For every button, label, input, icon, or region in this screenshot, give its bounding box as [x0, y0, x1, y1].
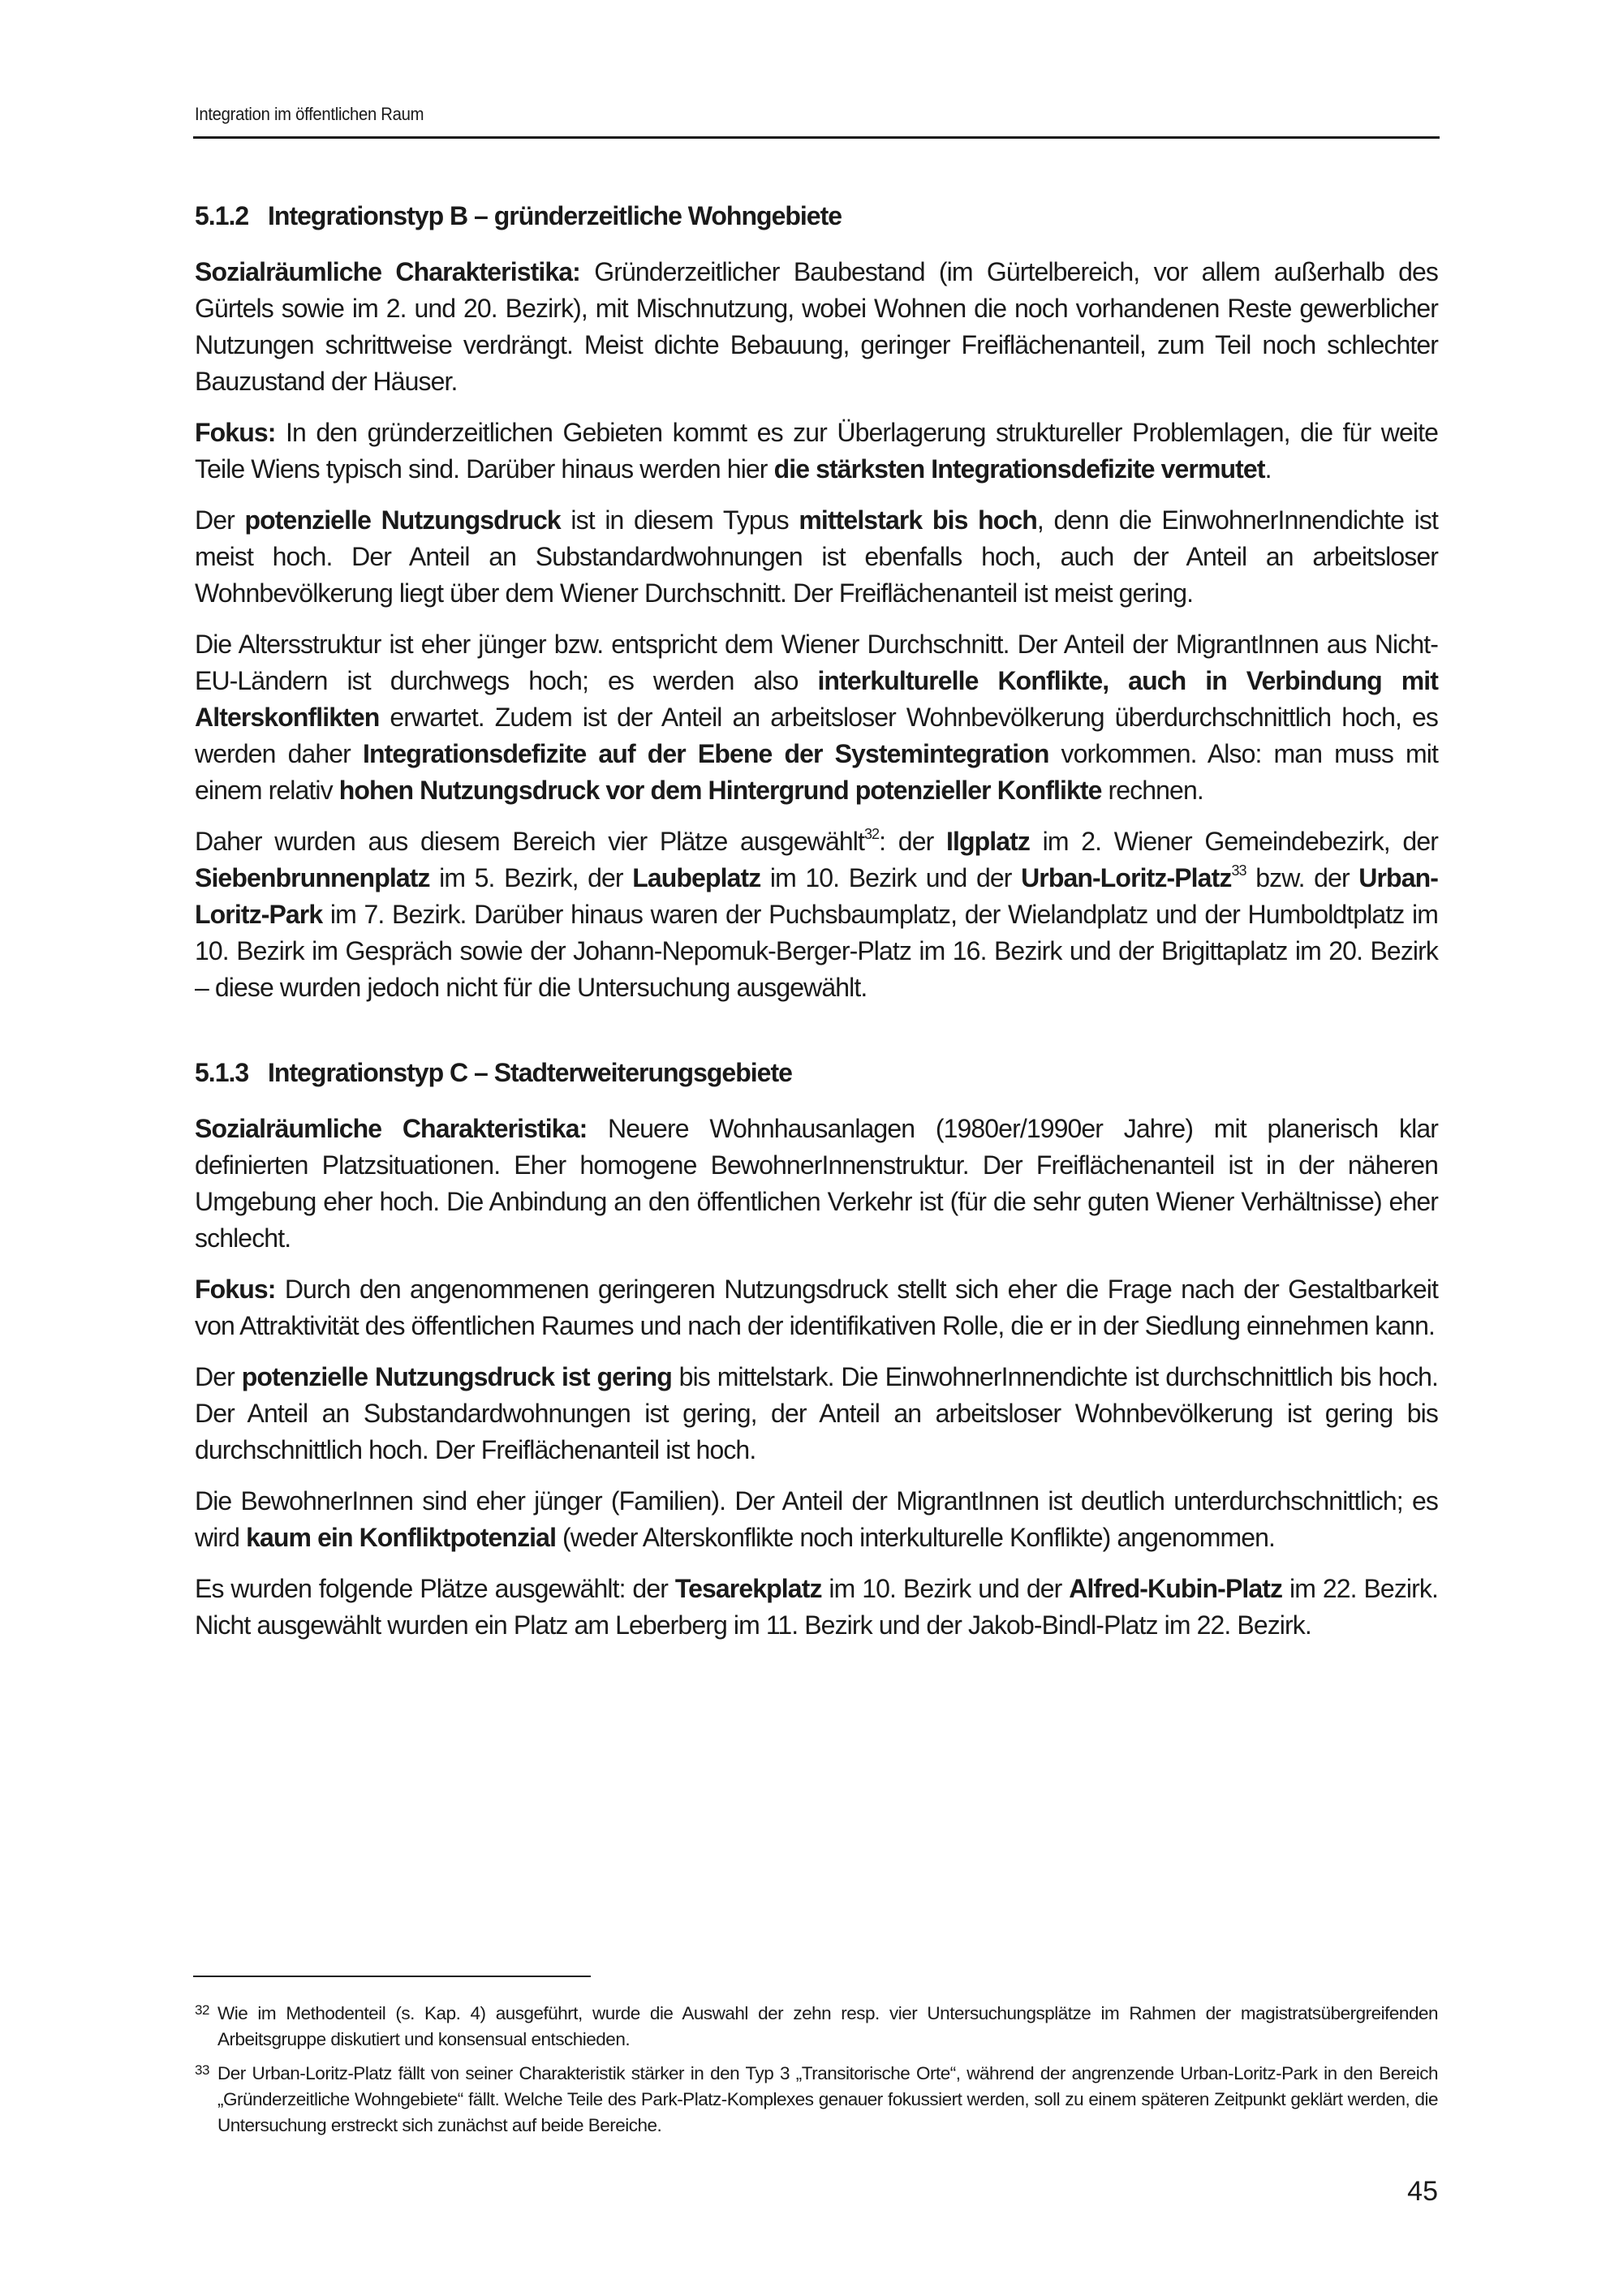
paragraph-c-usage-pressure: [195, 1359, 1438, 1468]
label: Fokus:: [195, 418, 276, 447]
text: , denn die EinwohnerInnendichte ist meist hoch. Der Anteil an Substandardwohnungen ist ebenfalls hoch, auch der Anteil an arbeitsloser Wohnbevölkerung liegt über dem Wiener Durchschnitt. Der Freiflächenanteil ist meist gering.: [195, 505, 1438, 608]
emphasis: potenzielle Nutzungsdruck: [244, 505, 561, 535]
text: im 10. Bezirk und der: [760, 863, 1022, 892]
text: Durch den angenommenen geringeren Nutzungsdruck stellt sich eher die Frage nach der Gestaltbarkeit von Attraktivität des öffentlichen Raumes und nach der identifikativen Rolle, die er in der Siedlung einnehmen kann.: [195, 1275, 1438, 1340]
text: im 5. Bezirk, der: [429, 863, 633, 892]
text: im 10. Bezirk und der: [821, 1574, 1070, 1603]
paragraph-c-characteristics: [195, 1111, 1438, 1257]
footnote-32: [195, 2001, 1438, 2053]
footnote-number: 32: [195, 2002, 209, 2018]
text: Neuere Wohnhausanlagen (1980er/1990er Jahre) mit planerisch klar definierten Platzsituationen. Eher homogene BewohnerInnenstruktur. Der Freiflächenanteil ist in der näheren Umgebung eher hoch. Die Anbindung an den öffentlichen Verkehr ist (für die sehr guten Wiener Verhältnisse) eher schlecht.: [195, 1114, 1438, 1253]
emphasis: hohen Nutzungsdruck vor dem Hintergrund potenzieller Konflikte: [338, 776, 1102, 805]
text: im 7. Bezirk. Darüber hinaus waren der Puchsbaumplatz, der Wielandplatz und der Humboldtplatz im 10. Bezirk im Gespräch sowie der Johann-Nepomuk-Berger-Platz im 16. Bezirk und der Brigittaplatz im 20. Bezirk – diese wurden jedoch nicht für die Untersuchung ausgewählt.: [195, 900, 1438, 1002]
text: erwartet. Zudem ist der Anteil an arbeitsloser Wohnbevölkerung überdurchschnittlich hoch, es werden daher: [195, 703, 1438, 768]
paragraph-b-selected-places: [195, 823, 1438, 1006]
text: Gründerzeitlicher Baubestand (im Gürtelbereich, vor allem außerhalb des Gürtels sowie im 2. und 20. Bezirk), mit Mischnutzung, wobei Wohnen die noch vorhandenen Reste gewerblicher Nutzungen schrittweise verdrängt. Meist dichte Bebauung, geringer Freiflächenanteil, zum Teil noch schlechter Bauzustand der Häuser.: [195, 257, 1439, 396]
footnote-text: Der Urban-Loritz-Platz fällt von seiner Charakteristik stärker in den Typ 3 „Transitorische Orte“, während der angrenzende Urban-Loritz-Park in den Bereich „Gründerzeitliche Wohngebiete“ fällt. Welche Teile des Park-Platz-Komplexes genauer fokussiert werden, soll zu einem späteren Zeitpunkt geklärt werden, die Untersuchung erstreckt sich zunächst auf beide Bereiche.: [217, 2063, 1438, 2135]
text: Es wurden folgende Plätze ausgewählt: der: [195, 1574, 675, 1603]
place-name: Urban-Loritz-Park: [195, 863, 1438, 929]
text: .: [1264, 454, 1272, 484]
text: ist in diesem Typus: [560, 505, 799, 535]
text: Daher wurden aus diesem Bereich vier Plätze ausgewählt: [195, 827, 864, 856]
text: Die Altersstruktur ist eher jünger bzw. entspricht dem Wiener Durchschnitt. Der Anteil der MigrantInnen aus Nicht-EU-Ländern ist durchwegs hoch; es werden also: [195, 630, 1438, 695]
text: rechnen.: [1101, 776, 1203, 805]
footnote-33: [195, 2061, 1438, 2139]
text: (weder Alterskonflikte noch interkulturelle Konflikte) angenommen.: [556, 1523, 1276, 1552]
paragraph-b-characteristics: [195, 254, 1438, 400]
footnote-ref-32[interactable]: 32: [863, 826, 880, 843]
section-number: 5.1.3: [195, 1058, 249, 1087]
label: Sozialräumliche Charakteristika:: [195, 1114, 588, 1143]
text: In den gründerzeitlichen Gebieten kommt es zur Überlagerung struktureller Problemlagen, die für weite Teile Wiens typisch sind. Darüber hinaus werden hier: [195, 418, 1438, 484]
page-number: 45: [1407, 2176, 1438, 2207]
label: Fokus:: [195, 1275, 276, 1304]
text: vorkommen. Also: man muss mit einem relativ: [195, 739, 1438, 805]
emphasis: potenzielle Nutzungsdruck ist gering: [241, 1362, 672, 1391]
place-name: Alfred-Kubin-Platz: [1069, 1574, 1283, 1603]
paragraph-c-focus: [195, 1271, 1438, 1344]
section-title: Integrationstyp C – Stadterweiterungsgebiete: [268, 1058, 792, 1087]
footnote-number: 33: [195, 2062, 209, 2078]
place-name: Ilgplatz: [946, 827, 1031, 856]
section-number: 5.1.2: [195, 201, 249, 230]
text: im 2. Wiener Gemeindebezirk, der: [1030, 827, 1438, 856]
main-content: [195, 183, 1438, 1658]
section-title: Integrationstyp B – gründerzeitliche Wohngebiete: [268, 201, 842, 230]
text: Der: [195, 505, 245, 535]
text: Die BewohnerInnen sind eher jünger (Familien). Der Anteil der MigrantInnen ist deutlich unterdurchschnittlich; es wird: [195, 1486, 1438, 1552]
running-header: Integration im öffentlichen Raum: [195, 104, 424, 124]
paragraph-b-focus: [195, 415, 1438, 488]
place-name: Urban-Loritz-Platz: [1021, 863, 1232, 892]
emphasis: kaum ein Konfliktpotenzial: [246, 1523, 557, 1552]
text: bis mittelstark. Die EinwohnerInnendichte ist durchschnittlich bis hoch. Der Anteil an Substandardwohnungen ist gering, der Anteil an arbeitsloser Wohnbevölkerung ist gering bis durchschnittlich hoch. Der Freiflächenanteil ist hoch.: [195, 1362, 1438, 1464]
place-name: Tesarekplatz: [674, 1574, 822, 1603]
footnotes: [195, 2001, 1438, 2147]
emphasis: mittelstark bis hoch: [799, 505, 1037, 535]
footnote-ref-33[interactable]: 33: [1231, 862, 1246, 879]
place-name: Siebenbrunnenplatz: [195, 863, 430, 892]
text: Der: [195, 1362, 242, 1391]
section-heading-5-1-2: [195, 198, 1438, 234]
footnote-text: Wie im Methodenteil (s. Kap. 4) ausgeführt, wurde die Auswahl der zehn resp. vier Untersuchungsplätze im Rahmen der magistratsübergreifenden Arbeitsgruppe diskutiert und konsensual entschieden.: [217, 2003, 1438, 2049]
text: im 22. Bezirk. Nicht ausgewählt wurden ein Platz am Leberberg im 11. Bezirk und der Jakob-Bindl-Platz im 22. Bezirk.: [195, 1574, 1438, 1640]
emphasis: die stärksten Integrationsdefizite vermutet: [773, 454, 1265, 484]
label: Sozialräumliche Charakteristika:: [195, 257, 580, 286]
footnote-separator: [193, 1976, 591, 1977]
paragraph-c-residents: [195, 1483, 1438, 1556]
section-heading-5-1-3: [195, 1055, 1438, 1091]
emphasis: interkulturelle Konflikte, auch in Verbindung mit Alterskonflikten: [195, 666, 1438, 732]
paragraph-c-selected-places: [195, 1571, 1438, 1644]
text: bzw. der: [1246, 863, 1359, 892]
paragraph-b-age-structure: [195, 626, 1438, 809]
text: : der: [879, 827, 946, 856]
paragraph-b-usage-pressure: [195, 502, 1438, 612]
place-name: Laubeplatz: [632, 863, 761, 892]
emphasis: Integrationsdefizite auf der Ebene der Systemintegration: [363, 739, 1049, 768]
header-rule: [193, 136, 1440, 139]
